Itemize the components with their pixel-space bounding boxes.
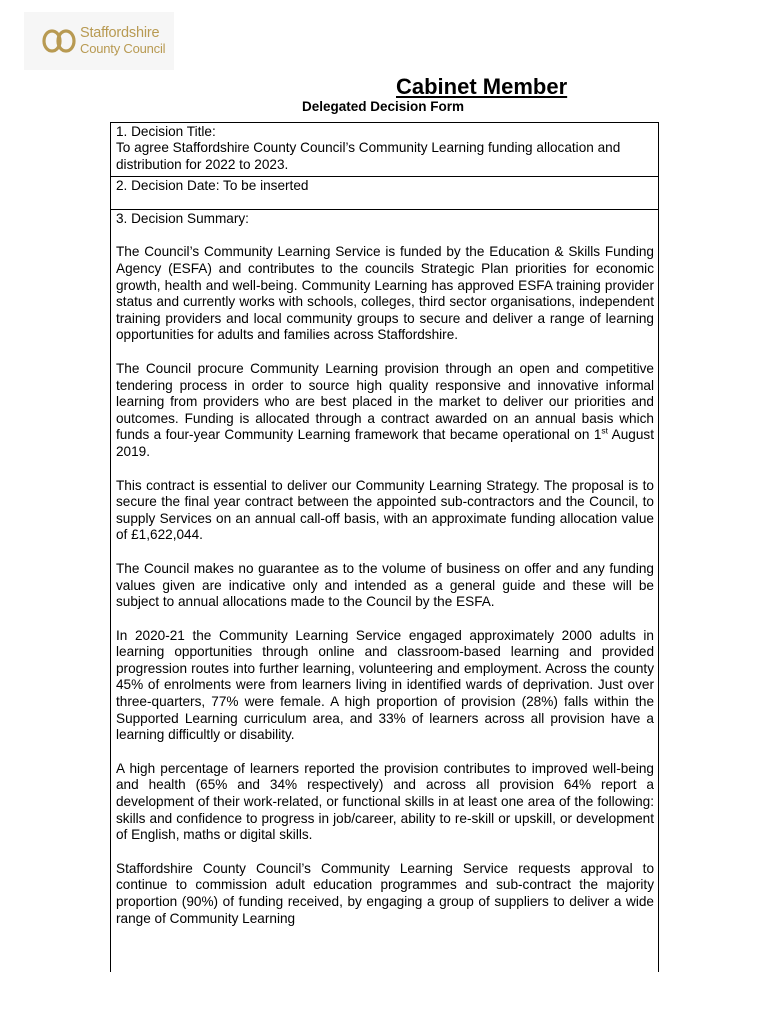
decision-date-cell bbox=[111, 176, 658, 209]
summary-paragraph-7: Staffordshire County Council’s Community Learning Service requests approval to continue to commission adult education programmes and sub-contract the majority proportion (90%) of funding received, by engaging a group of suppliers to deliver a wide range of Community Learning bbox=[116, 860, 654, 926]
summary-paragraph-5: In 2020-21 the Community Learning Service engaged approximately 2000 adults in learning opportunities through online and classroom-based learning and provided progression routes into further learning, volunteering and employment. Across the county 45% of enrolments were from learners living in identified wards of deprivation. Just over three-quarters, 77% were female. A high proportion of provision (28%) falls within the Supported Learning curriculum area, and 33% of learners across all provision have a learning difficultly or disability. bbox=[116, 627, 654, 743]
decision-title-label: 1. Decision Title: bbox=[116, 124, 216, 139]
page-subtitle: Delegated Decision Form bbox=[302, 99, 465, 114]
decision-summary-label: 3. Decision Summary: bbox=[116, 211, 249, 226]
decision-date-text: 2. Decision Date: To be inserted bbox=[116, 178, 309, 193]
logo-line-1: Staffordshire bbox=[80, 25, 160, 41]
summary-paragraph-6: A high percentage of learners reported the provision contributes to improved well-being and health (65% and 34% respectively) and across all provision 64% report a development of their work-related, or functional skills in at least one area of the following: skills and confidence to progress in job/career, ability to re-skill or upskill, or development of English, maths or digital skills. bbox=[116, 760, 654, 843]
summary-paragraph-2-end: August 2019. bbox=[116, 427, 654, 459]
ordinal-suffix: st bbox=[601, 425, 608, 436]
summary-paragraph-1: The Council’s Community Learning Service is funded by the Education & Skills Funding Agency (ESFA) and contributes to the councils Strategic Plan priorities for economic growth, health and well-being. Community Learning has approved ESFA training provider status and currently works with schools, colleges, third sector organisations, independent training providers and local community groups to secure and deliver a range of learning opportunities for adults and families across Staffordshire. bbox=[116, 244, 654, 343]
logo-wordmark bbox=[80, 26, 165, 56]
decision-title-cell bbox=[111, 123, 658, 176]
summary-paragraph-2-text: The Council procure Community Learning provision through an open and competitive tendering process in order to source high quality responsive and innovative informal learning from providers who are best placed in the market to deliver our priorities and outcomes. Funding is allocated through a contract awarded on an annual basis which funds a four-year Community Learning framework that became operational on 1 bbox=[116, 360, 654, 443]
knot-emblem-icon bbox=[42, 27, 76, 55]
decision-summary-cell bbox=[111, 209, 658, 972]
logo-line-2: County Council bbox=[80, 41, 166, 56]
summary-paragraph-3: This contract is essential to deliver our Community Learning Strategy. The proposal is to secure the final year contract between the appointed sub-contractors and the Council, to supply Services on an annual call-off basis, with an approximate funding allocation value of £1,622,044. bbox=[116, 477, 654, 543]
decision-form-table bbox=[110, 122, 659, 972]
page-title: Cabinet Member bbox=[396, 74, 568, 99]
decision-title-text: To agree Staffordshire County Council’s Community Learning funding allocation and distribution for 2022 to 2023. bbox=[116, 140, 621, 172]
summary-paragraph-4: The Council makes no guarantee as to the volume of business on offer and any funding values given are indicative only and intended as a general guide and these will be subject to annual allocations made to the Council by the ESFA. bbox=[116, 560, 654, 610]
summary-paragraph-2 bbox=[116, 361, 654, 461]
staffordshire-logo bbox=[24, 12, 174, 70]
